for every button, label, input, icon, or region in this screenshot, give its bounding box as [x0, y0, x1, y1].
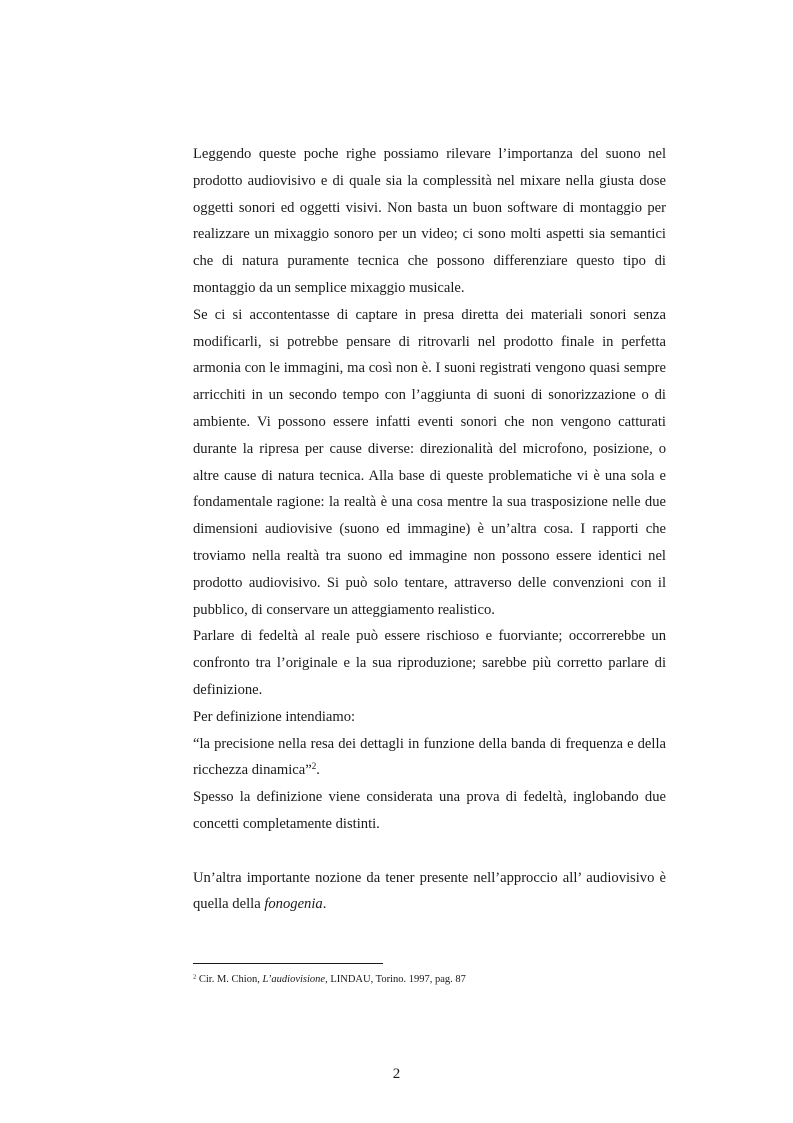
paragraph-definition-quote [193, 731, 666, 785]
paragraph-definition-fidelity: Spesso la definizione viene considerata una prova di fedeltà, inglobando due concetti completamente distinti. [193, 789, 666, 832]
paragraph-phonogeny [193, 865, 666, 919]
phonogeny-term: fonogenia [264, 896, 323, 913]
definition-quote-text: “la precisione nella resa dei dettagli in funzione della banda di frequenza e della ricchezza dinamica” [193, 735, 666, 779]
phonogeny-end: . [322, 896, 327, 913]
paragraph-sound-importance: Leggendo queste poche righe possiamo rilevare l’importanza del suono nel prodotto audiovisivo e di quale sia la complessità nel mixare nella giusta dose oggetti sonori ed oggetti visivi. Non basta un buon software di montaggio per realizzare un mixaggio sonoro per un video; ci sono molti aspetti sia semantici che di natura puramente tecnica che possono differenziare questo tipo di montaggio da un semplice mixaggio musicale. [193, 146, 666, 296]
phonogeny-text: Un’altra importante nozione da tener presente nell’approccio all’ audiovisivo è quella della [193, 869, 666, 913]
footnote-separator [193, 963, 383, 964]
paragraph-fidelity: Parlare di fedeltà al reale può essere rischioso e fuorviante; occorrerebbe un confronto tra l’originale e la sua riproduzione; sarebbe più corretto parlare di definizione. [193, 628, 666, 698]
definition-quote-end: . [316, 762, 320, 779]
paragraph-definition-intro: Per definizione intendiamo: [193, 708, 356, 725]
footnote-book-title: L’audiovisione [262, 974, 326, 985]
document-body [193, 141, 666, 918]
footnote [193, 973, 466, 987]
footnote-reference: 2 [311, 761, 317, 772]
paragraph-spacer [193, 838, 666, 865]
footnote-number: 2 [193, 973, 197, 981]
footnote-text-after: , LINDAU, Torino. 1997, pag. 87 [325, 974, 466, 985]
paragraph-direct-recording: Se ci si accontentasse di captare in presa diretta dei materiali sonori senza modificarli, si potrebbe pensare di ritrovarli nel prodotto finale in perfetta armonia con le immagini, ma così non è. I suoni registrati vengono quasi sempre arricchiti in un secondo tempo con l’aggiunta di suoni di sonorizzazione o di ambiente. Vi possono essere infatti eventi sonori che non vengono catturati durante la ripresa per cause diverse: direzionalità del microfono, posizione, o altre cause di natura tecnica. Alla base di queste problematiche vi è una sola e fondamentale ragione: la realtà è una cosa mentre la sua trasposizione nelle due dimensioni audiovisive (suono ed immagine) è un’altra cosa. I rapporti che troviamo nella realtà tra suono ed immagine non possono essere identici nel prodotto audiovisivo. Si può solo tentare, attraverso delle convenzioni con il pubblico, di conservare un atteggiamento realistico. [193, 306, 666, 618]
page-number: 2 [392, 1066, 401, 1082]
footnote-text-before: Cir. M. Chion, [196, 974, 263, 985]
